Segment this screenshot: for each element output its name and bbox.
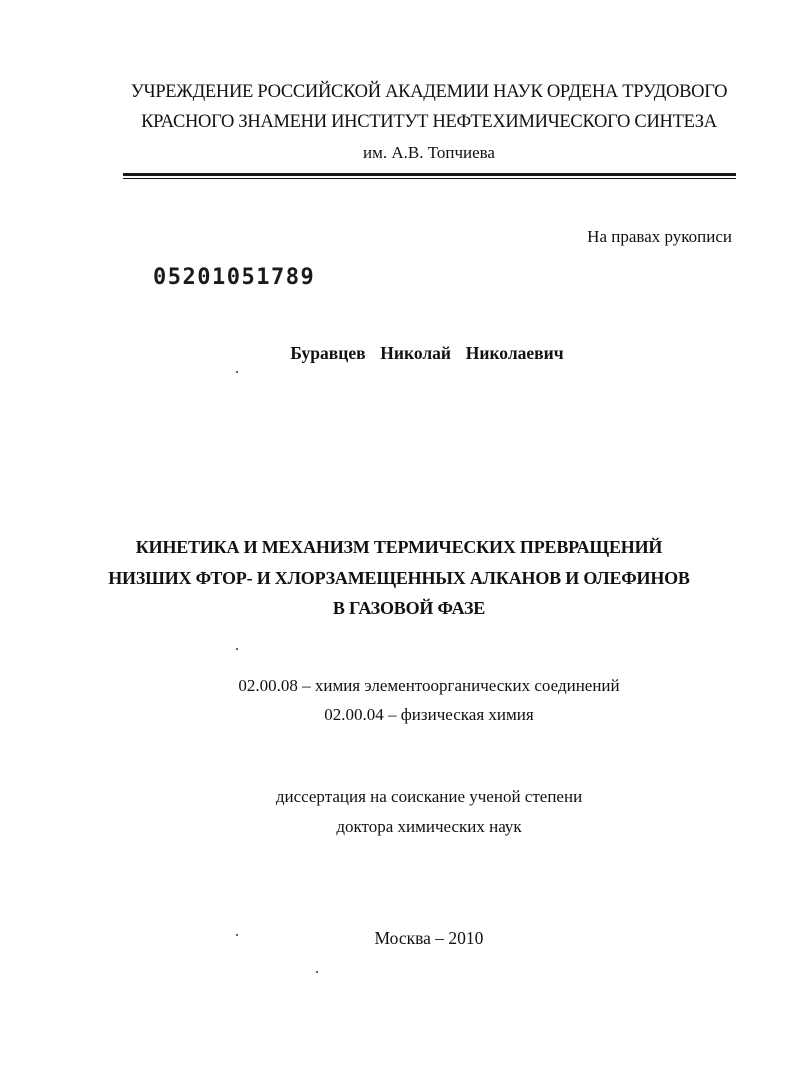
scan-speck — [236, 934, 238, 936]
archive-code: 05201051789 — [153, 265, 316, 290]
institution-line-2: КРАСНОГО ЗНАМЕНИ ИНСТИТУТ НЕФТЕХИМИЧЕСКОГО СИНТЕЗА — [141, 112, 717, 132]
specialty-line: 02.00.04 – физическая химия — [324, 705, 534, 724]
header-divider-thick — [123, 173, 736, 176]
institution-line-1: УЧРЕЖДЕНИЕ РОССИЙСКОЙ АКАДЕМИИ НАУК ОРДЕНА ТРУДОВОГО — [130, 82, 728, 102]
institution-line-3: им. А.В. Топчиева — [363, 143, 495, 162]
scan-speck — [236, 648, 238, 650]
author-name: Буравцев Николай Николаевич — [290, 343, 564, 363]
title-line-2: НИЗШИХ ФТОР- И ХЛОРЗАМЕЩЕННЫХ АЛКАНОВ И ОЛЕФИНОВ — [108, 568, 690, 588]
degree-line-1: диссертация на соискание ученой степени — [275, 787, 583, 806]
title-line-1: КИНЕТИКА И МЕХАНИЗМ ТЕРМИЧЕСКИХ ПРЕВРАЩЕНИЙ — [135, 537, 663, 557]
scan-speck — [236, 371, 238, 373]
specialty-line: 02.00.08 – химия элементоорганических соединений — [238, 676, 620, 695]
rights-note: На правах рукописи — [587, 227, 732, 246]
title-line-3: В ГАЗОВОЙ ФАЗЕ — [332, 598, 486, 618]
header-divider-thin — [123, 178, 736, 179]
city-year: Москва – 2010 — [374, 928, 484, 948]
degree-line-2: доктора химических наук — [336, 817, 522, 836]
scan-speck — [316, 971, 318, 973]
